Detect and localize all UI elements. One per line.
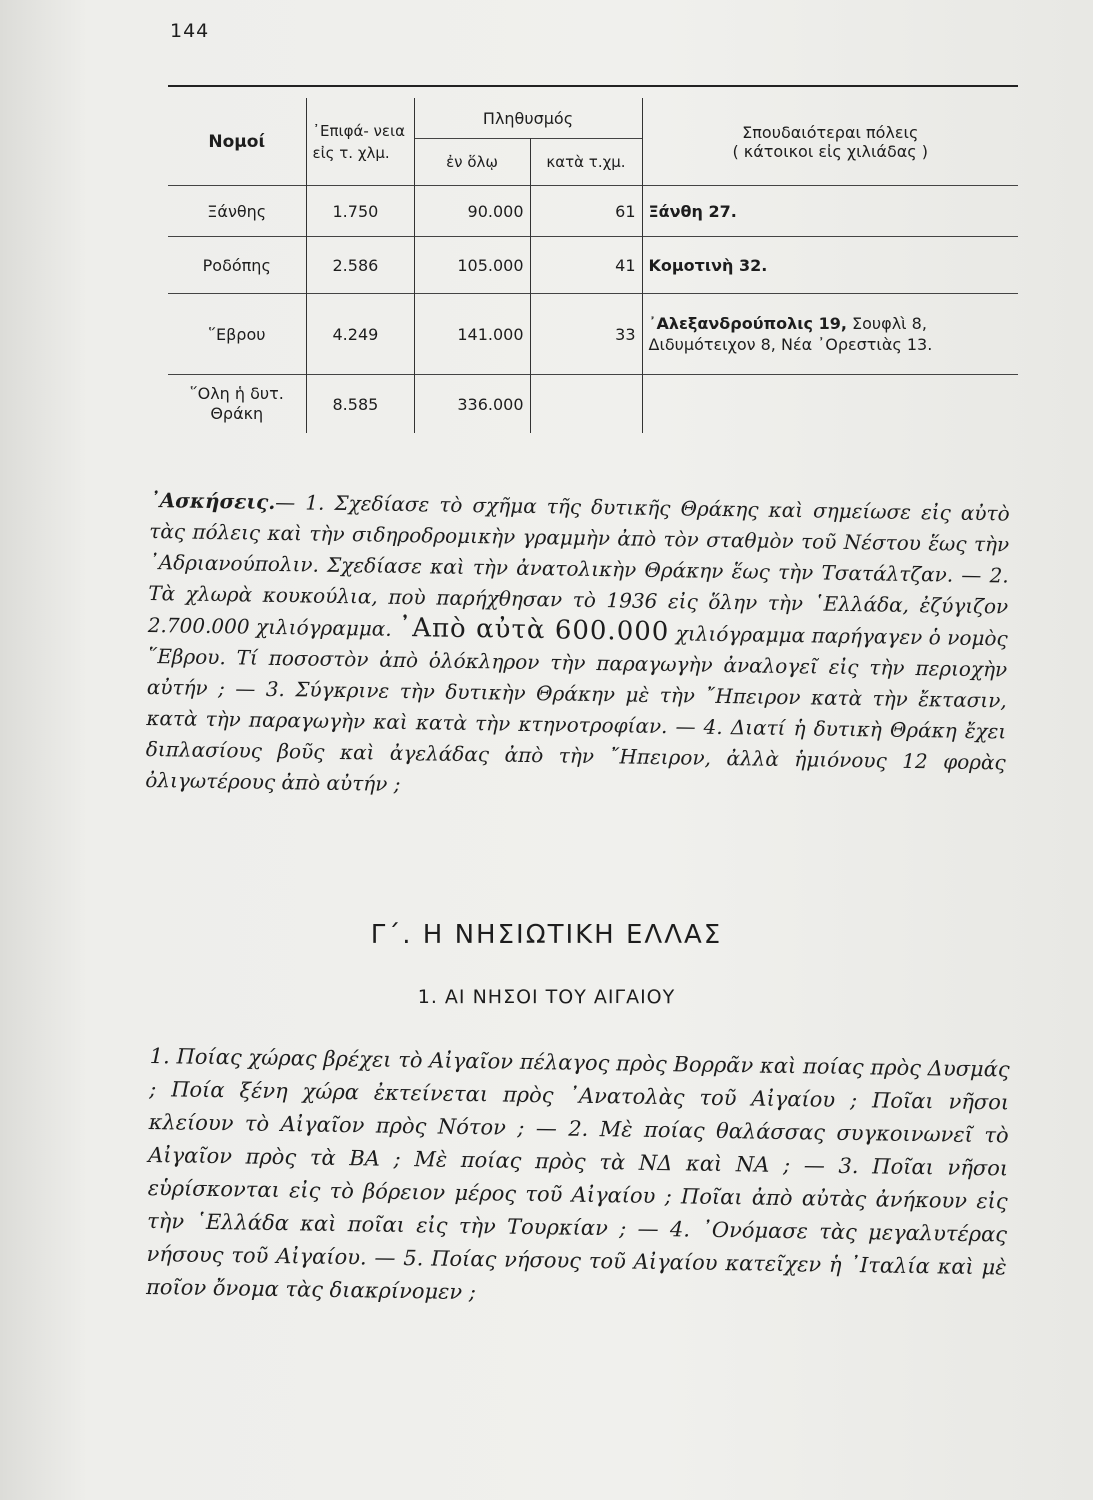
header-pop-total: ἐν ὅλῳ xyxy=(414,139,530,186)
questions-paragraph: 1. Ποίας χώρας βρέχει τὸ Αἰγαῖον πέλαγος πρὸς Βορρᾶν καὶ ποίας πρὸς Δυσμάς ; Ποία ξένη χώρα ἐκτείνεται πρὸς ᾿Ανατολὰς τοῦ Αἰγαίου ; Ποῖαι νῆσοι κλείουν τὸ Αἰγαῖον πρὸς Νότον ; — 2. Μὲ ποίας θαλάσσας συγκοινωνεῖ τὸ Αἰγαῖον πρὸς τὰ ΒΑ ; Μὲ ποίας πρὸς τὰ ΝΔ καὶ ΝΑ ; — 3. Ποῖαι νῆσοι εὑρίσκονται εἰς τὸ βόρειον μέρος τοῦ Αἰγαίου ; Ποῖαι ἀπὸ αὐτὰς ἀνήκουν εἰς τὴν ῾Ελλάδα καὶ ποῖαι εἰς τὴν Τουρκίαν ; — 4. ᾿Ονόμασε τὰς μεγαλυτέρας νήσους τοῦ Αἰγαίου. — 5. Ποίας νήσους τοῦ Αἰγαίου κατεῖχεν ἡ ᾿Ιταλία καὶ μὲ ποῖον ὄνομα τὰς διακρίνομεν ; xyxy=(145,1043,1010,1305)
exercises-paragraph xyxy=(145,485,1010,809)
row-cities xyxy=(642,294,1018,375)
table-row xyxy=(168,237,1018,294)
row-nomos: ῞Εβρου xyxy=(168,294,306,375)
row-total: 141.000 xyxy=(414,294,530,375)
header-cities xyxy=(642,98,1018,186)
row-total: 105.000 xyxy=(414,237,530,294)
statistics-table xyxy=(168,98,1018,433)
row-total: 90.000 xyxy=(414,186,530,237)
row-density: 61 xyxy=(530,186,642,237)
row-cities xyxy=(642,375,1018,434)
row-cities xyxy=(642,237,1018,294)
header-cities-note: ( κάτοικοι εἰς χιλιάδας ) xyxy=(732,141,929,161)
header-population: Πληθυσμός xyxy=(414,98,642,139)
row-total: 336.000 xyxy=(414,375,530,434)
row-density xyxy=(530,375,642,434)
exercises-lead: ᾿Ασκήσεις. xyxy=(149,487,276,514)
row-nomos: ῞Ολη ἡ δυτ. Θράκη xyxy=(168,375,306,434)
top-rule xyxy=(168,85,1018,87)
row-nomos: Ροδόπης xyxy=(168,237,306,294)
header-cities-title: Σπουδαιότεραι πόλεις xyxy=(742,122,919,142)
row-nomos: Ξάνθης xyxy=(168,186,306,237)
exercises-part2: χιλιόγραμμα παρήγαγεν ὁ νομὸς ῞Εβρου. Τί ποσοστὸν ἀπὸ ὁλόκληρον τὴν παραγωγὴν ἀναλογεῖ εἰς τὴν περιοχὴν αὐτήν ; — 3. Σύγκρινε τὴν δυτικὴν Θράκην μὲ τὴν ῎Ηπειρον κατὰ τὴν ἔκτασιν, κατὰ τὴν παραγωγὴν καὶ κατὰ τὴν κτηνοτροφίαν. — 4. Διατί ἡ δυτικὴ Θράκη ἔχει διπλασίους βοῦς καὶ ἀγελάδας ἀπὸ τὴν ῎Ηπειρον, ἀλλὰ ἡμιόνους 12 φορὰς ὀλιγωτέρους ἀπὸ αὐτήν ; xyxy=(145,621,1008,796)
row-area: 8.585 xyxy=(306,375,414,434)
row-density: 41 xyxy=(530,237,642,294)
row-area: 2.586 xyxy=(306,237,414,294)
section-title: Γ΄. Η ΝΗΣΙΩΤΙΚΗ ΕΛΛΑΣ xyxy=(370,920,723,950)
row-capital: ᾿Αλεξανδρούπολις 19, xyxy=(648,314,847,333)
header-pop-density: κατὰ τ.χμ. xyxy=(530,139,642,186)
row-capital: Ξάνθη 27. xyxy=(648,201,737,221)
row-area: 4.249 xyxy=(306,294,414,375)
header-area: ᾿Επιφά- νεια εἰς τ. χλμ. xyxy=(306,98,414,186)
table-row xyxy=(168,375,1018,434)
table-row xyxy=(168,294,1018,375)
page-number: 144 xyxy=(170,20,210,42)
row-other-cities: Σουφλὶ 8, Διδυμότειχον 8, Νέα ᾿Ορεστιὰς 13. xyxy=(648,314,933,354)
subsection-title: 1. ΑΙ ΝΗΣΟΙ ΤΟΥ ΑΙΓΑΙΟΥ xyxy=(417,986,676,1008)
row-area: 1.750 xyxy=(306,186,414,237)
exercises-emphasis: ᾿Απὸ αὐτὰ 600.000 xyxy=(397,612,670,648)
row-capital: Κομοτινὴ 32. xyxy=(648,255,768,275)
header-nomoi: Νομοί xyxy=(168,98,306,186)
row-cities xyxy=(642,186,1018,237)
exercises-part1: — 1. Σχεδίασε τὸ σχῆμα τῆς δυτικῆς Θράκης καὶ σημείωσε εἰς αὐτὸ τὰς πόλεις καὶ τὴν σιδηροδρομικὴν γραμμὴν ἀπὸ τὸν σταθμὸν τοῦ Νέστου ἕως τὴν ᾿Αδριανούπολιν. Σχεδίασε καὶ τὴν ἀνατολικὴν Θράκην ἕως τὴν Τσατάλτζαν. — 2. Τὰ χλωρὰ κουκούλια, ποὺ παρήχθησαν τὸ 1936 εἰς ὅλην τὴν ῾Ελλάδα, ἐζύγιζον 2.700.000 χιλιόγραμμα. xyxy=(147,489,1010,641)
row-density: 33 xyxy=(530,294,642,375)
table-row xyxy=(168,186,1018,237)
